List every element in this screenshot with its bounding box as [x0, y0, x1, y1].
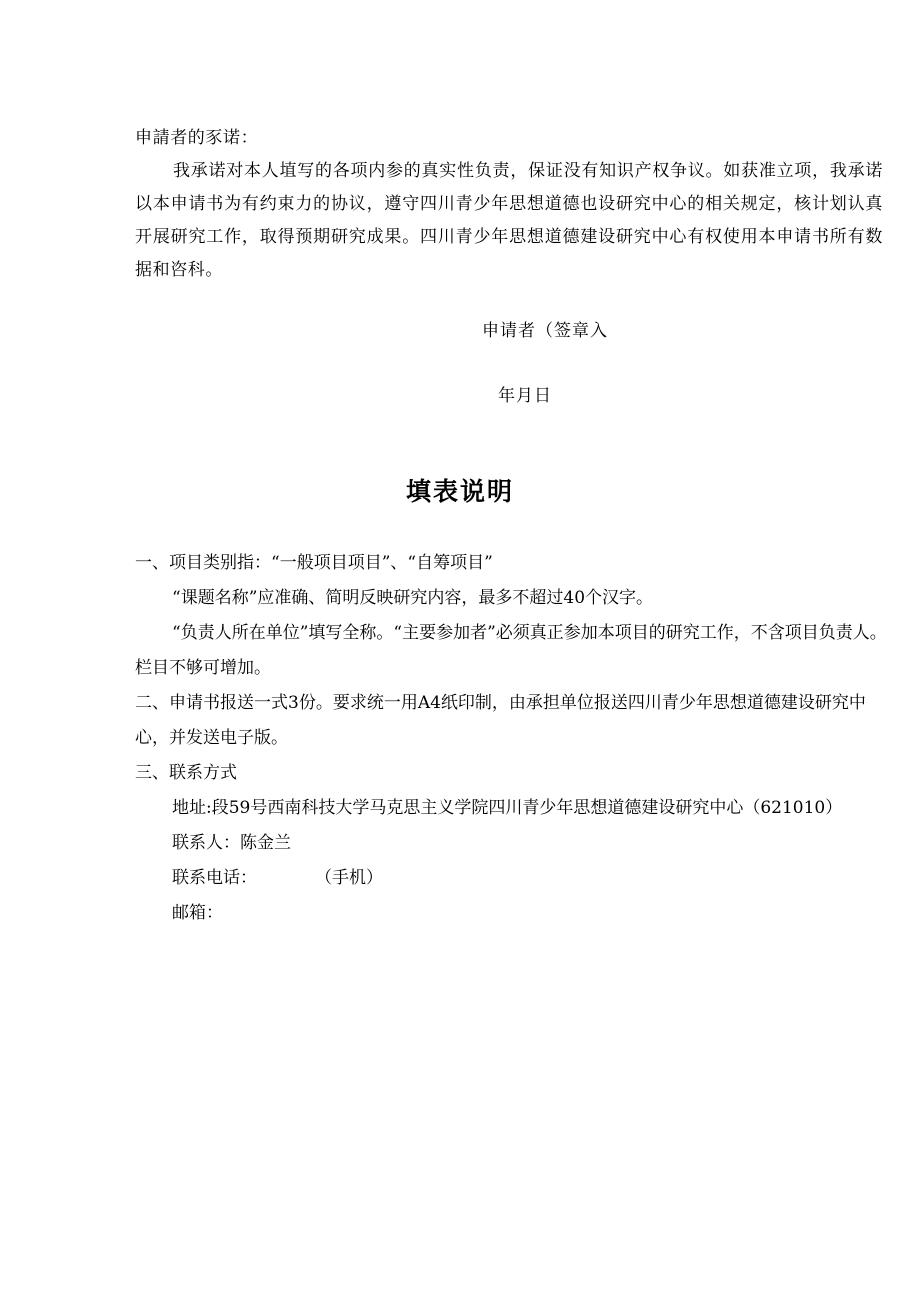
signature-date-line: 年月日 [498, 386, 552, 406]
contact-person: 联系人：陈金兰 [172, 833, 291, 853]
phone-label: 联系电话： [172, 868, 257, 888]
commitment-section [135, 122, 883, 287]
instructions-title: 填表说明 [405, 477, 514, 506]
contact-address: 地址:段59号西南科技大学马克思主义学院四川青少年思想道德建设研究中心（621010） [172, 798, 843, 818]
contact-email: 邮箱： [172, 903, 223, 923]
instruction-item-2: 二、申请书报送一式3份。要求统一用A4纸印制，由承担单位报送四川青少年思想道德建设研究中心，并发送电子版。 [135, 693, 866, 748]
commitment-heading: 申請者的豕诺： [135, 128, 259, 148]
instruction-topic-name: “课题名称”应准确、简明反映研究内容，最多不超过40个汉字。 [172, 588, 654, 608]
phone-note: （手机） [315, 868, 383, 888]
commitment-body: 我承诺对本人埴写的各项内参的真实性负责，保证没有知识产权争议。如获准立项，我承诺以本申请书为有约束力的协议，遵守四川青少年思想道德也设研究中心的相关规定，核计划认真开展研究工作，取得预期研究成果。四川青少年思想道德建设研究中心有权使用本申请书所有数据和咨科。 [135, 161, 883, 280]
instruction-unit: “负责人所在单位”填写全称。“主要参加者”必须真正参加本项目的研究工作，不含项目负责人。栏目不够可增加。 [135, 623, 887, 678]
contact-phone [135, 861, 887, 896]
applicant-signature-line: 申请者（签章入 [482, 321, 608, 341]
instruction-item-3: 三、联系方式 [135, 763, 237, 783]
instruction-item-1: 一、项目类别指：“一般项目项目”、“自筹项目” [135, 553, 493, 573]
instructions-section [135, 546, 887, 931]
